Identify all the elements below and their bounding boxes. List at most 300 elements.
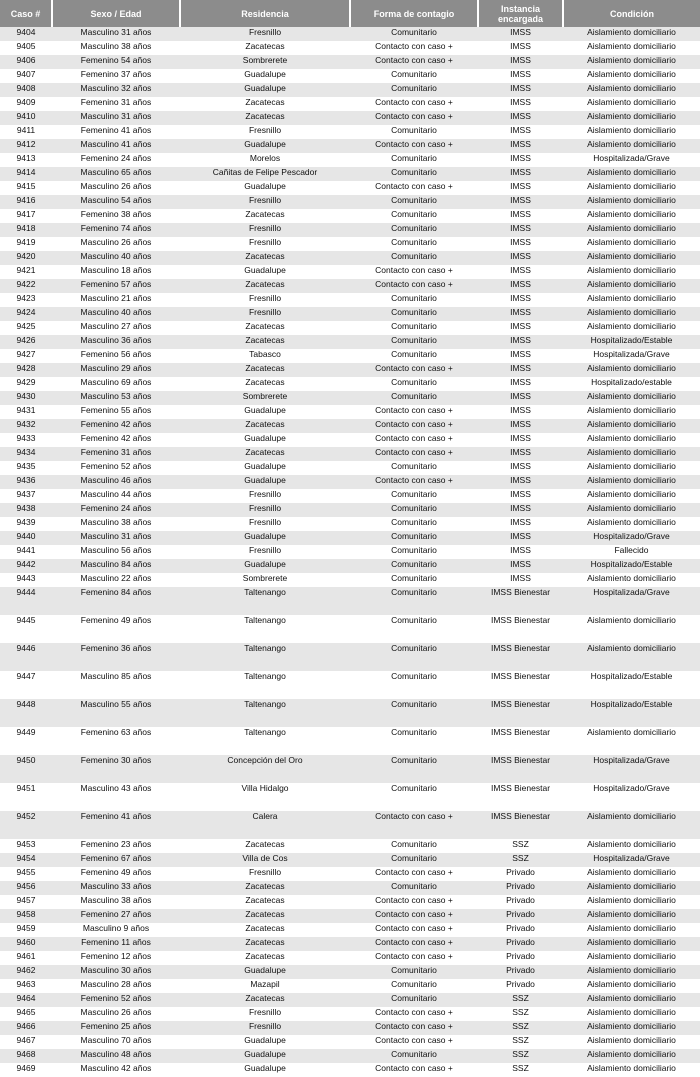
- cell-condition: Aislamiento domiciliario: [563, 643, 700, 671]
- cell-institution: IMSS: [510, 489, 531, 499]
- cell-condition: Aislamiento domiciliario: [587, 951, 676, 961]
- cell-condition: Hospitalizado/Estable: [563, 335, 700, 349]
- cell-residence: Zacatecas: [245, 209, 285, 219]
- table-row: [0, 881, 700, 895]
- cell-residence: Guadalupe: [244, 1063, 286, 1073]
- cell-case: 9458: [0, 909, 52, 923]
- cell-contagion: Contacto con caso +: [350, 811, 478, 839]
- table-row: [0, 937, 700, 951]
- cell-condition: Hospitalizado/estable: [591, 377, 672, 387]
- cell-case: 9407: [16, 69, 36, 79]
- table-row: [0, 167, 700, 181]
- cell-residence: Zacatecas: [180, 251, 350, 265]
- table-row: [0, 181, 700, 195]
- cell-contagion: Comunitario: [350, 531, 478, 545]
- cell-sex-age: Masculino 42 años: [80, 1063, 152, 1073]
- cell-condition: Aislamiento domiciliario: [587, 1063, 676, 1073]
- table-row: [0, 867, 700, 881]
- cell-institution: IMSS: [510, 293, 531, 303]
- cell-residence: Zacatecas: [245, 41, 285, 51]
- cell-case: 9424: [0, 307, 52, 321]
- cell-sex-age: Masculino 30 años: [52, 965, 180, 979]
- table-row: [0, 643, 700, 671]
- cell-residence: Fresnillo: [248, 489, 282, 499]
- cell-residence: Guadalupe: [180, 475, 350, 489]
- cell-residence: Zacatecas: [245, 895, 285, 905]
- cell-contagion: Comunitario: [391, 573, 437, 583]
- cell-residence: Zacatecas: [180, 909, 350, 923]
- cell-case: 9433: [16, 433, 36, 443]
- cell-case: 9437: [16, 489, 36, 499]
- cell-contagion: Contacto con caso +: [350, 447, 478, 461]
- cell-condition: Aislamiento domiciliario: [587, 321, 676, 331]
- cell-residence: Concepción del Oro: [180, 755, 350, 783]
- cell-sex-age: Masculino 53 años: [52, 391, 180, 405]
- table-row: [0, 111, 700, 125]
- cell-case: 9465: [16, 1007, 36, 1017]
- cell-contagion: Contacto con caso +: [350, 55, 478, 69]
- cell-condition: Aislamiento domiciliario: [563, 1049, 700, 1063]
- cell-contagion: Comunitario: [350, 223, 478, 237]
- cell-case: 9421: [16, 265, 36, 275]
- cell-residence: Guadalupe: [244, 405, 286, 415]
- cell-residence: Fresnillo: [248, 867, 282, 877]
- cell-residence: Cañitas de Felipe Pescador: [180, 167, 350, 181]
- cell-institution: IMSS: [478, 27, 563, 41]
- cell-contagion: Comunitario: [350, 503, 478, 517]
- cell-condition: Aislamiento domiciliario: [563, 307, 700, 321]
- header-residence: Residencia: [180, 0, 350, 27]
- cell-condition: Hospitalizada/Grave: [563, 587, 700, 615]
- cell-residence: Guadalupe: [180, 83, 350, 97]
- cell-contagion: Comunitario: [350, 559, 478, 573]
- cell-condition: Hospitalizada/Grave: [593, 349, 670, 359]
- cell-sex-age: Femenino 63 años: [80, 727, 152, 737]
- cell-condition: Aislamiento domiciliario: [587, 1035, 676, 1045]
- cell-condition: Aislamiento domiciliario: [587, 237, 676, 247]
- cell-residence: Taltenango: [244, 727, 286, 737]
- table-row: [0, 41, 700, 55]
- cell-residence: Zacatecas: [180, 279, 350, 293]
- cell-residence: Zacatecas: [245, 923, 285, 933]
- cell-institution: Privado: [478, 965, 563, 979]
- cell-residence: Taltenango: [244, 671, 286, 681]
- cell-institution: IMSS Bienestar: [490, 727, 551, 737]
- cell-case: 9439: [16, 517, 36, 527]
- cell-sex-age: Masculino 26 años: [80, 237, 152, 247]
- cell-institution: IMSS: [510, 153, 531, 163]
- cell-institution: IMSS: [478, 195, 563, 209]
- cell-condition: Aislamiento domiciliario: [587, 433, 676, 443]
- table-row: [0, 405, 700, 419]
- cell-residence: Calera: [180, 811, 350, 839]
- table-row: [0, 699, 700, 727]
- cell-institution: IMSS: [478, 223, 563, 237]
- cell-case: 9409: [16, 97, 36, 107]
- table-row: [0, 223, 700, 237]
- cell-condition: Aislamiento domiciliario: [587, 615, 676, 625]
- cell-contagion: Comunitario: [391, 517, 437, 527]
- header-case: Caso #: [0, 0, 52, 27]
- cell-sex-age: Femenino 24 años: [80, 153, 152, 163]
- table-row: [0, 615, 700, 643]
- table-row: [0, 559, 700, 573]
- cell-condition: Aislamiento domiciliario: [563, 27, 700, 41]
- table-row: [0, 951, 700, 965]
- cell-case: 9455: [16, 867, 36, 877]
- cell-sex-age: Masculino 40 años: [52, 251, 180, 265]
- cell-condition: Aislamiento domiciliario: [563, 223, 700, 237]
- cell-contagion: Contacto con caso +: [350, 475, 478, 489]
- cell-condition: Aislamiento domiciliario: [563, 475, 700, 489]
- cell-institution: SSZ: [512, 1035, 529, 1045]
- cell-institution: Privado: [506, 923, 535, 933]
- cell-sex-age: Femenino 49 años: [80, 867, 152, 877]
- cell-sex-age: Masculino 48 años: [52, 1049, 180, 1063]
- cell-sex-age: Femenino 42 años: [52, 419, 180, 433]
- cell-sex-age: Masculino 36 años: [52, 335, 180, 349]
- cell-case: 9411: [16, 125, 36, 135]
- cell-case: 9440: [0, 531, 52, 545]
- cell-sex-age: Femenino 31 años: [52, 447, 180, 461]
- cell-case: 9464: [0, 993, 52, 1007]
- cell-sex-age: Femenino 30 años: [52, 755, 180, 783]
- cell-contagion: Comunitario: [350, 1049, 478, 1063]
- cell-sex-age: Masculino 70 años: [80, 1035, 152, 1045]
- cell-sex-age: Masculino 31 años: [52, 531, 180, 545]
- header-sex-age: Sexo / Edad: [52, 0, 180, 27]
- cell-contagion: Comunitario: [391, 293, 437, 303]
- cell-contagion: Comunitario: [391, 545, 437, 555]
- cell-contagion: Contacto con caso +: [375, 1063, 453, 1073]
- table-row: [0, 587, 700, 615]
- cell-contagion: Comunitario: [391, 209, 437, 219]
- cell-residence: Sombrerete: [242, 573, 288, 583]
- cell-contagion: Contacto con caso +: [375, 1007, 453, 1017]
- cell-institution: IMSS: [478, 83, 563, 97]
- cell-case: 9415: [16, 181, 36, 191]
- cell-sex-age: Femenino 11 años: [52, 937, 180, 951]
- cell-institution: IMSS: [478, 391, 563, 405]
- cell-residence: Fresnillo: [248, 545, 282, 555]
- cell-sex-age: Femenino 42 años: [80, 433, 152, 443]
- cell-case: 9413: [16, 153, 36, 163]
- cell-institution: IMSS: [478, 55, 563, 69]
- cell-case: 9431: [16, 405, 36, 415]
- cell-case: 9404: [0, 27, 52, 41]
- table-row: [0, 391, 700, 405]
- cell-institution: IMSS: [510, 461, 531, 471]
- cell-case: 9428: [0, 363, 52, 377]
- cell-sex-age: Femenino 41 años: [52, 811, 180, 839]
- cell-institution: Privado: [506, 867, 535, 877]
- cell-case: 9414: [0, 167, 52, 181]
- cell-condition: Aislamiento domiciliario: [563, 811, 700, 839]
- cell-condition: Hospitalizado/Estable: [590, 671, 673, 681]
- cell-case: 9442: [0, 559, 52, 573]
- cell-contagion: Contacto con caso +: [375, 97, 453, 107]
- cell-institution: IMSS: [510, 545, 531, 555]
- cell-institution: Privado: [478, 881, 563, 895]
- cell-contagion: Contacto con caso +: [375, 895, 453, 905]
- cell-institution: IMSS: [478, 419, 563, 433]
- cell-institution: IMSS: [510, 209, 531, 219]
- cell-residence: Taltenango: [180, 587, 350, 615]
- table-row: [0, 1049, 700, 1063]
- cell-sex-age: Femenino 52 años: [80, 461, 152, 471]
- cell-condition: Aislamiento domiciliario: [587, 1007, 676, 1017]
- cell-residence: Zacatecas: [180, 937, 350, 951]
- cell-residence: Zacatecas: [180, 363, 350, 377]
- cell-institution: SSZ: [478, 853, 563, 867]
- cell-residence: Fresnillo: [248, 125, 282, 135]
- cell-condition: Aislamiento domiciliario: [587, 839, 676, 849]
- cell-residence: Zacatecas: [180, 335, 350, 349]
- cell-case: 9426: [0, 335, 52, 349]
- cell-contagion: Comunitario: [350, 391, 478, 405]
- cell-contagion: Contacto con caso +: [350, 363, 478, 377]
- cell-contagion: Comunitario: [350, 27, 478, 41]
- table-row: [0, 447, 700, 461]
- cell-sex-age: Masculino 22 años: [80, 573, 152, 583]
- table-row: [0, 321, 700, 335]
- cell-sex-age: Femenino 38 años: [80, 209, 152, 219]
- cell-condition: Aislamiento domiciliario: [563, 1021, 700, 1035]
- table-row: [0, 811, 700, 839]
- cell-institution: SSZ: [512, 1063, 529, 1073]
- cell-condition: Aislamiento domiciliario: [563, 419, 700, 433]
- table-row: [0, 335, 700, 349]
- table-row: [0, 293, 700, 307]
- cell-condition: Hospitalizada/Grave: [563, 853, 700, 867]
- table-row: [0, 1021, 700, 1035]
- cell-case: 9427: [16, 349, 36, 359]
- cell-case: 9406: [0, 55, 52, 69]
- cell-case: 9467: [16, 1035, 36, 1045]
- cell-residence: Taltenango: [180, 643, 350, 671]
- cell-contagion: Comunitario: [391, 153, 437, 163]
- cell-institution: Privado: [506, 979, 535, 989]
- cell-case: 9452: [0, 811, 52, 839]
- cell-condition: Aislamiento domiciliario: [587, 293, 676, 303]
- cell-condition: Hospitalizada/Grave: [593, 153, 670, 163]
- cell-contagion: Comunitario: [391, 979, 437, 989]
- cell-condition: Aislamiento domiciliario: [587, 125, 676, 135]
- cell-condition: Aislamiento domiciliario: [587, 727, 676, 737]
- cell-sex-age: Masculino 65 años: [52, 167, 180, 181]
- cell-condition: Aislamiento domiciliario: [563, 993, 700, 1007]
- cell-contagion: Contacto con caso +: [375, 923, 453, 933]
- table-row: [0, 755, 700, 783]
- cell-residence: Fresnillo: [248, 237, 282, 247]
- cell-institution: IMSS Bienestar: [478, 755, 563, 783]
- cell-case: 9468: [0, 1049, 52, 1063]
- header-row: [0, 0, 700, 27]
- cell-sex-age: Masculino 33 años: [52, 881, 180, 895]
- cell-institution: SSZ: [512, 839, 529, 849]
- cell-residence: Fresnillo: [180, 307, 350, 321]
- cell-condition: Aislamiento domiciliario: [563, 937, 700, 951]
- cell-case: 9459: [16, 923, 36, 933]
- cell-case: 9436: [0, 475, 52, 489]
- cell-sex-age: Masculino 38 años: [80, 517, 152, 527]
- cell-case: 9410: [0, 111, 52, 125]
- cell-condition: Hospitalizado/Grave: [593, 783, 670, 793]
- table-row: [0, 69, 700, 83]
- table-row: [0, 1063, 700, 1077]
- cell-case: 9444: [0, 587, 52, 615]
- cell-institution: IMSS: [478, 447, 563, 461]
- cell-sex-age: Masculino 18 años: [80, 265, 152, 275]
- table-row: [0, 419, 700, 433]
- cell-sex-age: Masculino 38 años: [80, 895, 152, 905]
- cell-sex-age: Masculino 28 años: [80, 979, 152, 989]
- cell-case: 9422: [0, 279, 52, 293]
- cell-contagion: Comunitario: [350, 335, 478, 349]
- cell-residence: Fresnillo: [248, 293, 282, 303]
- table-header: [0, 0, 700, 27]
- table-row: [0, 139, 700, 153]
- cell-contagion: Comunitario: [391, 783, 437, 793]
- cell-sex-age: Femenino 25 años: [52, 1021, 180, 1035]
- cell-sex-age: Masculino 31 años: [52, 111, 180, 125]
- cell-residence: Villa de Cos: [180, 853, 350, 867]
- cell-condition: Aislamiento domiciliario: [563, 139, 700, 153]
- cell-condition: Aislamiento domiciliario: [587, 41, 676, 51]
- cell-residence: Zacatecas: [180, 447, 350, 461]
- cell-residence: Fresnillo: [248, 1007, 282, 1017]
- cell-sex-age: Masculino 85 años: [80, 671, 152, 681]
- cell-sex-age: Femenino 55 años: [80, 405, 152, 415]
- table-row: [0, 83, 700, 97]
- cell-institution: IMSS: [478, 307, 563, 321]
- table-row: [0, 461, 700, 475]
- cell-case: 9405: [16, 41, 36, 51]
- cell-institution: IMSS Bienestar: [478, 699, 563, 727]
- cell-contagion: Contacto con caso +: [350, 1021, 478, 1035]
- cell-condition: Aislamiento domiciliario: [587, 405, 676, 415]
- cell-sex-age: Masculino 84 años: [52, 559, 180, 573]
- cell-case: 9408: [0, 83, 52, 97]
- cell-institution: IMSS: [478, 503, 563, 517]
- table-row: [0, 363, 700, 377]
- cell-case: 9456: [0, 881, 52, 895]
- cell-condition: Aislamiento domiciliario: [587, 265, 676, 275]
- cell-residence: Guadalupe: [244, 1035, 286, 1045]
- cell-sex-age: Masculino 54 años: [52, 195, 180, 209]
- cell-contagion: Contacto con caso +: [375, 265, 453, 275]
- cell-institution: SSZ: [478, 1049, 563, 1063]
- cell-institution: IMSS: [478, 279, 563, 293]
- cell-case: 9416: [0, 195, 52, 209]
- cell-contagion: Comunitario: [391, 839, 437, 849]
- cell-residence: Fresnillo: [180, 195, 350, 209]
- cell-residence: Zacatecas: [245, 97, 285, 107]
- cell-contagion: Contacto con caso +: [375, 41, 453, 51]
- cell-condition: Aislamiento domiciliario: [587, 461, 676, 471]
- cell-residence: Taltenango: [180, 699, 350, 727]
- cell-sex-age: Masculino 55 años: [52, 699, 180, 727]
- cell-residence: Guadalupe: [180, 965, 350, 979]
- cell-condition: Aislamiento domiciliario: [587, 517, 676, 527]
- cell-institution: IMSS: [478, 335, 563, 349]
- cell-sex-age: Masculino 69 años: [80, 377, 152, 387]
- cell-institution: IMSS: [510, 321, 531, 331]
- cell-case: 9420: [0, 251, 52, 265]
- cell-condition: Hospitalizado/Estable: [563, 559, 700, 573]
- cell-case: 9449: [16, 727, 36, 737]
- cell-residence: Zacatecas: [245, 377, 285, 387]
- table-row: [0, 475, 700, 489]
- cell-case: 9418: [0, 223, 52, 237]
- cell-sex-age: Masculino 29 años: [52, 363, 180, 377]
- cell-contagion: Contacto con caso +: [350, 419, 478, 433]
- table-row: [0, 265, 700, 279]
- cell-institution: SSZ: [512, 1007, 529, 1017]
- cell-condition: Aislamiento domiciliario: [563, 909, 700, 923]
- table-row: [0, 237, 700, 251]
- cell-contagion: Comunitario: [391, 461, 437, 471]
- cell-residence: Fresnillo: [180, 223, 350, 237]
- table-row: [0, 307, 700, 321]
- cell-residence: Sombrerete: [180, 391, 350, 405]
- cell-sex-age: Femenino 37 años: [80, 69, 152, 79]
- table-row: [0, 1035, 700, 1049]
- cell-contagion: Comunitario: [350, 251, 478, 265]
- cell-condition: Aislamiento domiciliario: [563, 55, 700, 69]
- table-row: [0, 517, 700, 531]
- table-row: [0, 279, 700, 293]
- cell-sex-age: Masculino 46 años: [52, 475, 180, 489]
- table-row: [0, 895, 700, 909]
- cell-institution: IMSS: [478, 167, 563, 181]
- cell-contagion: Comunitario: [350, 643, 478, 671]
- cell-case: 9446: [0, 643, 52, 671]
- cell-contagion: Contacto con caso +: [375, 433, 453, 443]
- cell-institution: IMSS: [478, 475, 563, 489]
- table-row: [0, 531, 700, 545]
- table-row: [0, 433, 700, 447]
- cell-sex-age: Femenino 23 años: [80, 839, 152, 849]
- cell-institution: IMSS: [510, 181, 531, 191]
- cell-institution: IMSS Bienestar: [478, 643, 563, 671]
- cell-condition: Aislamiento domiciliario: [587, 69, 676, 79]
- cell-sex-age: Femenino 36 años: [52, 643, 180, 671]
- cell-residence: Guadalupe: [180, 531, 350, 545]
- cell-condition: Aislamiento domiciliario: [587, 895, 676, 905]
- cell-sex-age: Masculino 56 años: [80, 545, 152, 555]
- table-row: [0, 153, 700, 167]
- cell-institution: IMSS: [510, 405, 531, 415]
- table-row: [0, 377, 700, 391]
- table-row: [0, 573, 700, 587]
- table-row: [0, 671, 700, 699]
- cell-sex-age: Femenino 49 años: [80, 615, 152, 625]
- cell-residence: Guadalupe: [244, 433, 286, 443]
- cell-contagion: Contacto con caso +: [350, 909, 478, 923]
- cell-residence: Zacatecas: [180, 993, 350, 1007]
- cell-residence: Fresnillo: [248, 517, 282, 527]
- cell-sex-age: Femenino 56 años: [80, 349, 152, 359]
- table-row: [0, 909, 700, 923]
- cell-residence: Guadalupe: [180, 1049, 350, 1063]
- cell-case: 9462: [0, 965, 52, 979]
- cell-case: 9443: [16, 573, 36, 583]
- cell-condition: Aislamiento domiciliario: [563, 447, 700, 461]
- cell-case: 9451: [16, 783, 36, 793]
- cell-case: 9445: [16, 615, 36, 625]
- cell-case: 9430: [0, 391, 52, 405]
